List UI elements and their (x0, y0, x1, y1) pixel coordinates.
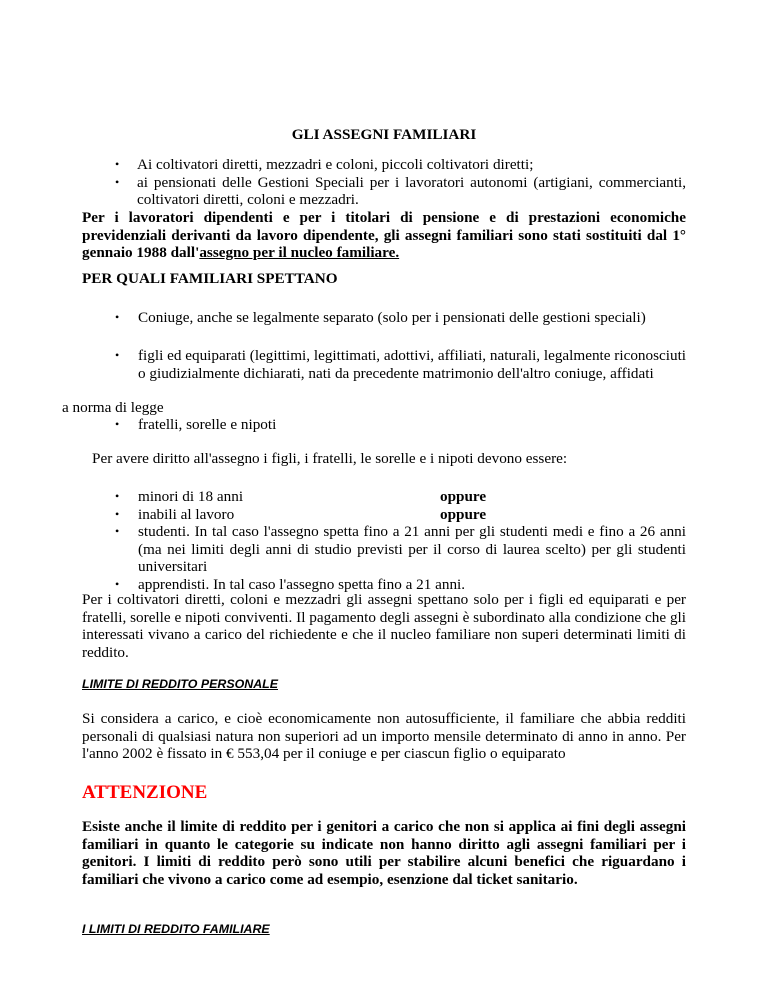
list-item: • studenti. In tal caso l'assegno spetta fino a 21 anni per gli studenti medi e fino a 26 anni (ma nei limiti degli anni di studio previsti per il corso di laurea scelto) per gli studenti universitari (115, 523, 686, 575)
limiti-familiare-heading: I LIMITI DI REDDITO FAMILIARE (82, 922, 270, 936)
familiari-list (110, 309, 686, 327)
bullet-icon: • (115, 417, 120, 431)
list-item: • ai pensionati delle Gestioni Speciali per i lavoratori autonomi (artigiani, commercianti, coltivatori diretti, coloni e mezzadri. (115, 173, 686, 208)
limite-personale-heading: LIMITE DI REDDITO PERSONALE (82, 677, 278, 691)
page-title: GLI ASSEGNI FAMILIARI (291, 126, 477, 143)
bullet-icon: • (115, 348, 120, 362)
bullet-icon: • (115, 524, 120, 538)
attenzione-heading: ATTENZIONE (82, 782, 208, 803)
coltivatori-paragraph: Per i coltivatori diretti, coloni e mezzadri gli assegni spettano solo per i figli ed equiparati e per fratelli, sorelle e nipoti conviventi. Il pagamento degli assegni è subordinato alla condizione che gli interessati vivano a carico del richiedente e che il nucleo familiare non superi determinati limiti di reddito. (82, 591, 686, 661)
bullet-icon: • (115, 310, 120, 324)
section-heading-familiari: PER QUALI FAMILIARI SPETTANO (82, 270, 338, 287)
oppure-label: oppure (440, 505, 487, 523)
bullet-icon: • (115, 489, 120, 503)
assegno-nucleo-link[interactable]: assegno per il nucleo familiare. (199, 244, 400, 261)
a-norma-text: a norma di legge (62, 399, 164, 416)
oppure-label: oppure (440, 488, 487, 505)
diritto-intro: Per avere diritto all'assegno i figli, i fratelli, le sorelle e i nipoti devono essere: (92, 450, 568, 467)
limite-personale-text: Si considera a carico, e cioè economicamente non autosufficiente, il familiare che abbia redditi personali di qualsiasi natura non superiori ad un importo mensile determinato di anno in anno. Per l'anno 2002 è fissato in € 553,04 per il coniuge e per ciascun figlio o equiparato (82, 710, 686, 762)
conditions-list (110, 488, 686, 593)
list-item: • minori di 18 anni oppure (115, 488, 487, 505)
bullet-icon: • (115, 157, 120, 171)
list-item: • Coniuge, anche se legalmente separato (solo per i pensionati delle gestioni speciali) (115, 309, 646, 326)
attenzione-text: Esiste anche il limite di reddito per i genitori a carico che non si applica ai fini degli assegni familiari in quanto le categorie su indicate non hanno diritto agli assegni familiari per i genitori. I limiti di reddito però sono utili per stabilire alcuni benefici che riguardano i familiari che vivono a carico come ad esempio, esenzione dal ticket sanitario. (82, 818, 686, 888)
bullet-icon: • (115, 174, 120, 189)
figli-list (110, 347, 686, 382)
list-item: • fratelli, sorelle e nipoti (115, 416, 277, 433)
list-item: • apprendisti. In tal caso l'assegno spetta fino a 21 anni. (115, 575, 466, 593)
intro-bullet-list (110, 156, 686, 209)
bullet-icon: • (115, 506, 120, 521)
list-item: • figli ed equiparati (legittimi, legittimati, adottivi, affiliati, naturali, legalmente riconosciuti o giudizialmente dichiarati, nati da precedente matrimonio dell'altro coniuge, affidati (115, 347, 687, 382)
list-item: • inabili al lavoro oppure (115, 505, 487, 523)
bold-notice: Per i lavoratori dipendenti e per i titolari di pensione e di prestazioni economiche previdenziali derivanti da lavoro dipendente, gli assegni familiari sono stati sostituiti dal 1° gennaio 1988 dall'assegno per il nucleo familiare. (82, 209, 686, 261)
fratelli-list (110, 416, 686, 434)
list-item: • Ai coltivatori diretti, mezzadri e coloni, piccoli coltivatori diretti; (115, 156, 534, 173)
bullet-icon: • (115, 576, 120, 591)
